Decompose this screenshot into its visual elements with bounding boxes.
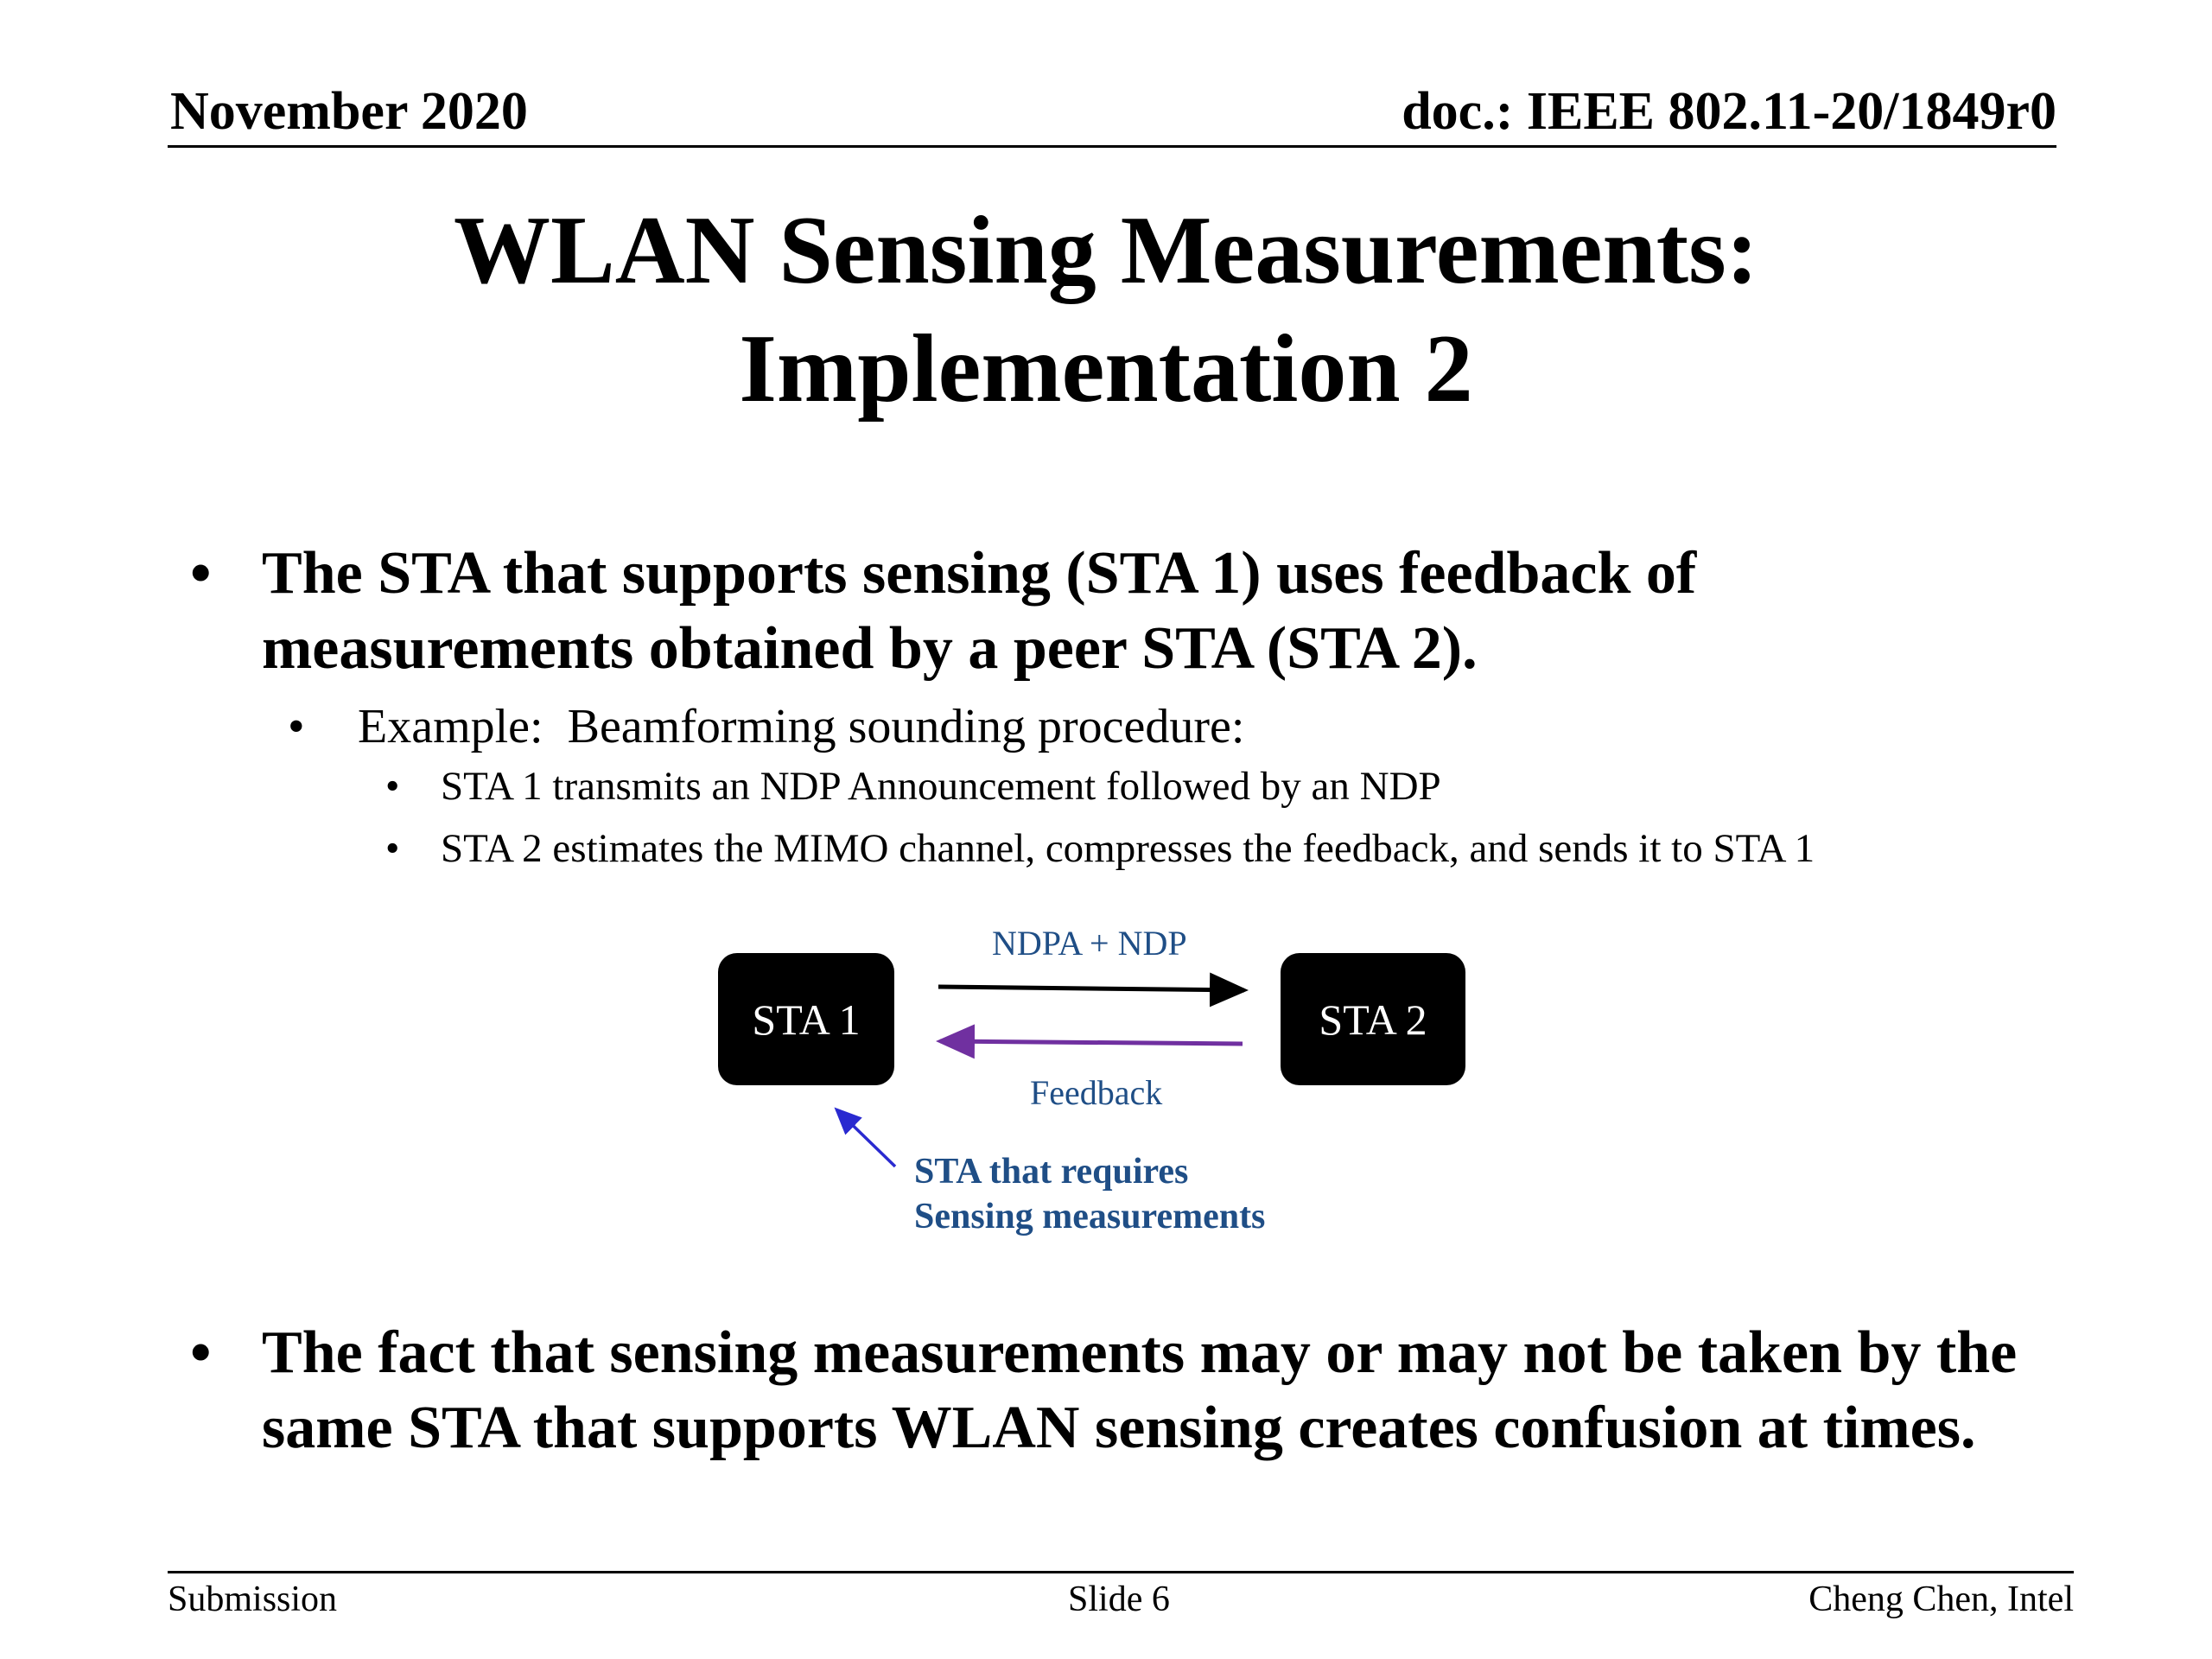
bullet-marker: • — [385, 764, 400, 809]
feedback-arrow — [940, 1041, 1243, 1044]
sta2-node — [1281, 953, 1465, 1085]
feedback-label: Feedback — [1030, 1073, 1163, 1112]
bullet-marker: • — [385, 826, 400, 871]
bullet-marker: • — [288, 700, 305, 753]
footer-author: Cheng Chen, Intel — [1808, 1580, 2074, 1619]
sta2-label: STA 2 — [1319, 995, 1427, 1044]
slide-title-line-1: WLAN Sensing Measurements: — [454, 197, 1758, 304]
sta1-node — [718, 953, 894, 1085]
bullet-level3-ndp: STA 1 transmits an NDP Announcement followed by an NDP — [441, 764, 1441, 809]
ndpa-ndp-label: NDPA + NDP — [992, 924, 1187, 963]
header-doc-id: doc.: IEEE 802.11-20/1849r0 — [1402, 82, 2056, 141]
annotation-line-2: Sensing measurements — [914, 1197, 1266, 1236]
header-date: November 2020 — [170, 82, 528, 141]
bullet-level2-example: Example: Beamforming sounding procedure: — [358, 700, 1245, 753]
footer-slide-number: Slide 6 — [1068, 1580, 1170, 1619]
annotation-line-1: STA that requires — [914, 1152, 1189, 1192]
bullet-marker: • — [190, 1319, 212, 1386]
bullet-level1-feedback: The STA that supports sensing (STA 1) uses feedback of measurements obtained by a peer STA (STA 2). — [262, 540, 1697, 682]
bullet-level3-mimo: STA 2 estimates the MIMO channel, compresses the feedback, and sends it to STA 1 — [441, 826, 1815, 871]
footer-submission: Submission — [168, 1580, 338, 1619]
sensing-requirement-annotation — [914, 1149, 1265, 1239]
annotation-pointer-arrow — [836, 1109, 895, 1166]
slide-title-line-2: Implementation 2 — [739, 315, 1473, 423]
ndpa-ndp-arrow — [938, 987, 1244, 990]
bullet-marker: • — [190, 540, 212, 607]
sta1-label: STA 1 — [752, 995, 861, 1044]
footer-divider — [168, 1571, 2074, 1573]
bullet-level1-confusion: The fact that sensing measurements may or may not be taken by the same STA that supports WLAN sensing creates confusion at times. — [262, 1319, 2018, 1461]
